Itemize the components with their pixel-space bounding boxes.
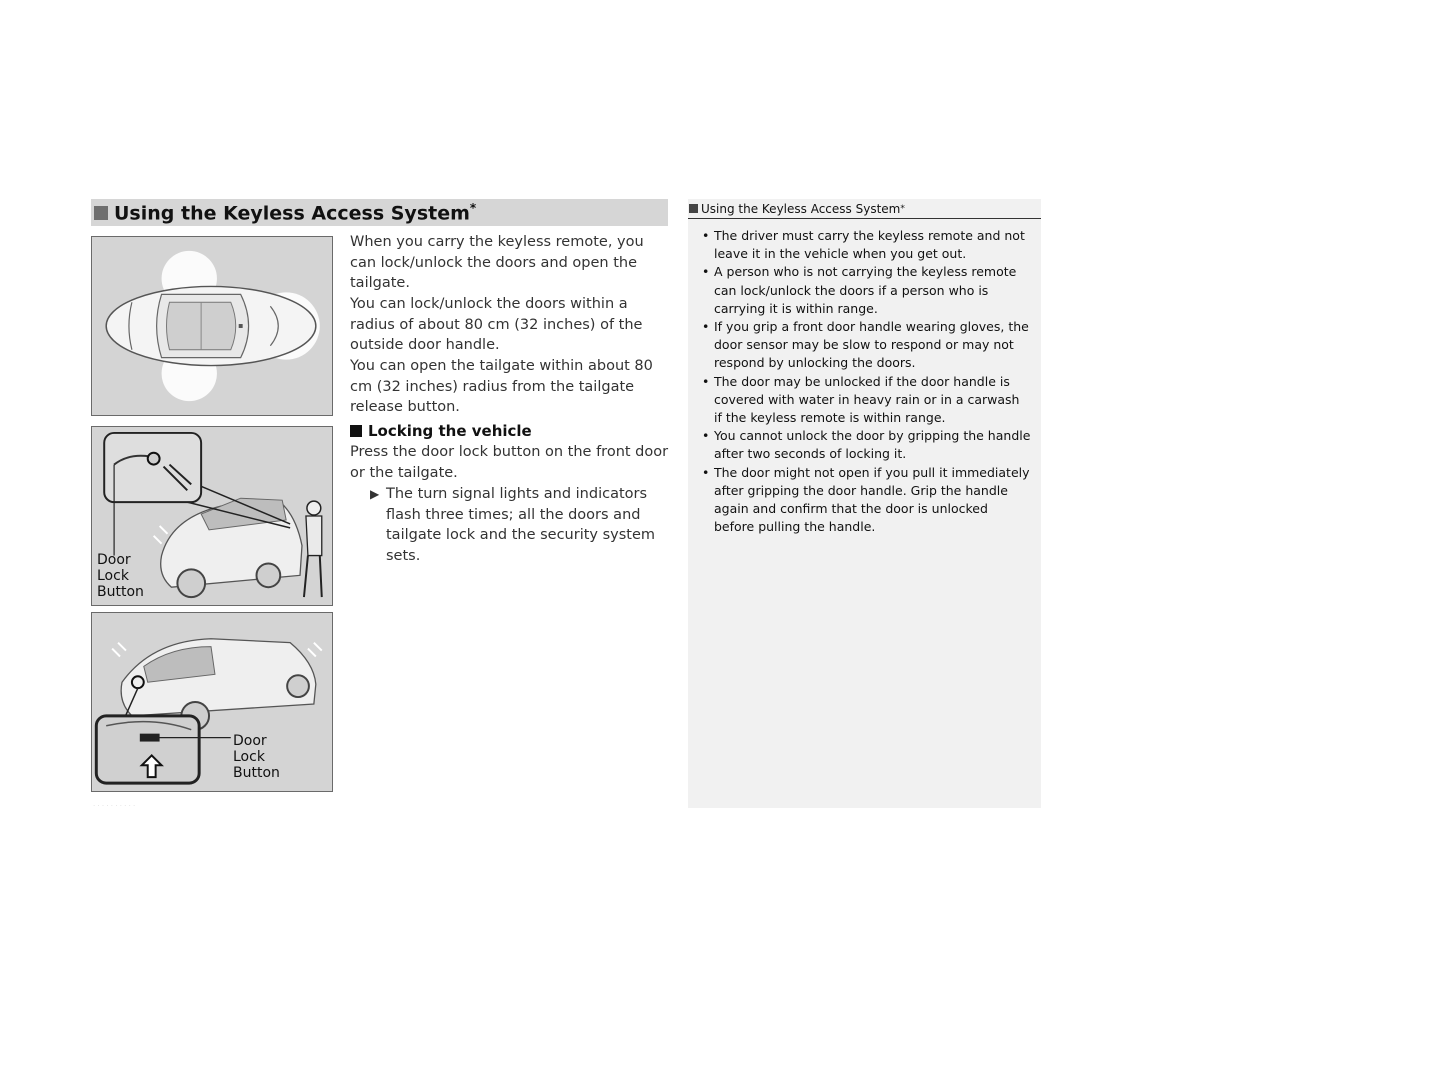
side-note-item: • The driver must carry the keyless remote and not leave it in the vehicle when you get out.	[702, 227, 1031, 263]
side-note-item: • If you grip a front door handle wearing gloves, the door sensor may be slow to respond or may not respond by unlocking the doors.	[702, 318, 1031, 373]
result-arrow-icon: ▶	[370, 487, 380, 501]
subheading-marker-icon	[350, 425, 362, 437]
faint-footer-mark: · · · · · · · · · ·	[93, 802, 136, 810]
tailgate-figure	[91, 612, 333, 792]
reference-icon	[689, 204, 698, 213]
tailgate-illustration	[92, 613, 332, 791]
side-note-item: • The door may be unlocked if the door handle is covered with water in heavy rain or in a carwash if the keyless remote is within range.	[702, 373, 1031, 428]
front-door-figure	[91, 426, 333, 606]
heading-marker-icon	[94, 206, 108, 220]
car-top-view-illustration	[92, 237, 332, 415]
locking-result: ▶ The turn signal lights and indicators flash three times; all the doors and tailgate lock and the security system sets.	[370, 486, 656, 564]
side-notes-heading: Using the Keyless Access System *	[688, 199, 1041, 219]
locking-instruction: Press the door lock button on the front door or the tailgate.	[350, 444, 669, 481]
front-door-lock-button-label: Door Lock Button	[97, 552, 144, 600]
section-heading	[91, 199, 668, 226]
side-note-item: • You cannot unlock the door by gripping the handle after two seconds of locking it.	[702, 427, 1031, 463]
door-range-paragraph: You can lock/unlock the doors within a radius of about 80 cm (32 inches) of the outside door handle.	[350, 296, 643, 353]
tailgate-lock-button-label: Door Lock Button	[233, 733, 280, 781]
range-diagram-figure	[91, 236, 333, 416]
side-notes-panel	[688, 199, 1041, 808]
side-note-item: • A person who is not carrying the keyless remote can lock/unlock the doors if a person who is carrying it is within range.	[702, 263, 1031, 318]
side-notes-list	[688, 227, 1041, 536]
tailgate-range-paragraph: You can open the tailgate within about 80 cm (32 inches) radius from the tailgate release button.	[350, 358, 653, 415]
side-note-item: • The door might not open if you pull it immediately after gripping the door handle. Grip the handle again and confirm that the door is unlocked before pulling the handle.	[702, 464, 1031, 537]
section-title: Using the Keyless Access System*	[114, 200, 477, 225]
intro-paragraph: When you carry the keyless remote, you can lock/unlock the doors and open the tailgate.	[350, 234, 644, 291]
locking-heading: Locking the vehicle	[350, 422, 532, 440]
